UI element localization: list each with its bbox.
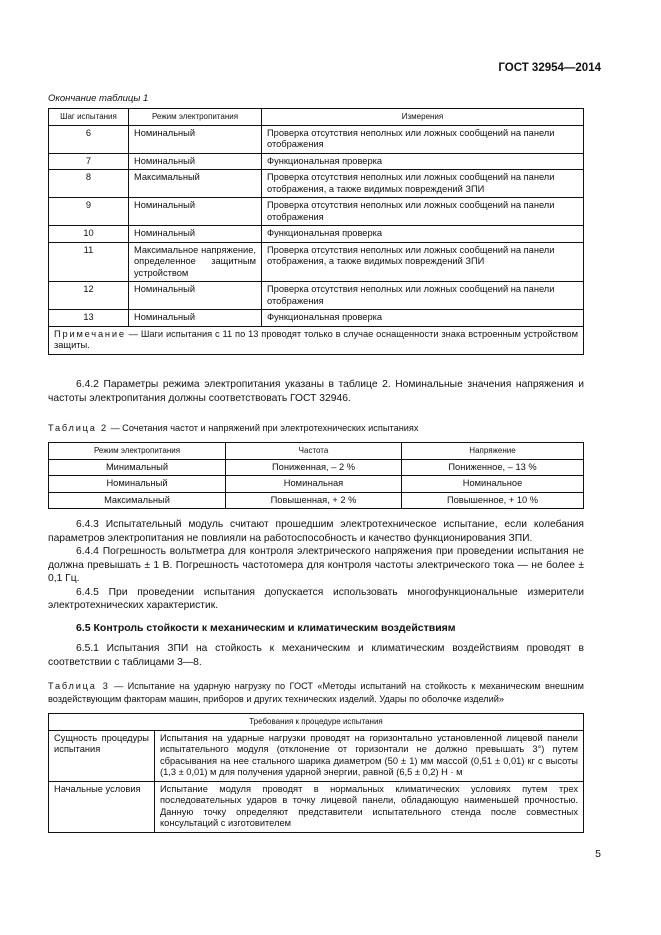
header-requirements: Требования к процедуре испытания [49,714,584,731]
cell-frequency: Пониженная, – 2 % [226,459,402,476]
header-mode: Режим электропитания [49,443,226,460]
cell-mode: Номинальный [129,226,262,243]
cell-mode: Номинальный [129,310,262,327]
cell-measure: Проверка отсутствия неполных или ложных сообщений на панели отображения, а также видимых повреждений ЗПИ [262,170,584,198]
paragraph-6-4-5: 6.4.5 При проведении испытания допускается использовать многофункциональные измерители электротехнических характеристик. [48,586,584,611]
table-row [49,459,584,476]
cell-step: 6 [49,125,129,153]
table-row [49,153,584,170]
cell-label: Сущность процедуры испытания [49,730,155,781]
table3-caption-text: — Испытание на ударную нагрузку по ГОСТ «Методы испытаний на стойкость к механическим внешним воздействующим факторам машин, приборов и других технических изделий. Удары по оболочке изделий» [48,681,584,704]
cell-step: 11 [49,242,129,282]
table3-caption [48,680,584,705]
table1-continuation: Окончание таблицы 1 [48,93,149,104]
table-header-row [49,109,584,126]
table-row [49,282,584,310]
cell-frequency: Повышенная, + 2 % [226,492,402,509]
table-row [49,242,584,282]
cell-measure: Функциональная проверка [262,226,584,243]
table-row [49,730,584,781]
table-row [49,492,584,509]
cell-mode: Номинальный [129,198,262,226]
cell-label: Начальные условия [49,781,155,832]
paragraph-6-4-2 [48,378,584,405]
note-text: — Шаги испытания с 11 по 13 проводят только в случае оснащенности знака встроенным устройством защиты. [54,328,578,350]
header-mode: Режим электропитания [129,109,262,126]
cell-voltage: Повышенное, + 10 % [402,492,584,509]
table3-caption-label: Таблица 3 [48,681,110,691]
table-row [49,125,584,153]
cell-measure: Проверка отсутствия неполных или ложных сообщений на панели отображения [262,125,584,153]
cell-step: 12 [49,282,129,310]
cell-mode: Максимальный [49,492,226,509]
cell-step: 7 [49,153,129,170]
table1-note [49,326,584,354]
table-2 [48,442,584,509]
table2-caption-label: Таблица 2 [48,423,108,433]
cell-text: Испытания на ударные нагрузки проводят на горизонтально установленной лицевой панели испытательного модуля (отклонение от горизонтали не должно превышать 3°) путем сбрасывания на нее стального шарика диаметром (50 ± 1) мм массой (0,51 ± 0,01) кг с высоты (1,3 ± 0,01) м для получения ударной энергии, равной (6,5 ± 0,2) Н · м [155,730,584,781]
cell-mode: Максимальный [129,170,262,198]
header-voltage: Напряжение [402,443,584,460]
section-heading-6-5: 6.5 Контроль стойкости к механическим и климатическим воздействиям [76,622,456,634]
document-code: ГОСТ 32954—2014 [498,62,601,74]
paragraph-6-5-1-text: 6.5.1 Испытания ЗПИ на стойкость к механическим и климатическим воздействиям проводят в соответствии с таблицами 3—8. [48,643,584,668]
cell-measure: Функциональная проверка [262,310,584,327]
cell-frequency: Номинальная [226,476,402,493]
table-1 [48,108,584,355]
paragraph-6-5-1 [48,642,584,669]
paragraphs-6-4-3-to-6-4-5 [48,518,584,613]
table2-caption-text: — Сочетания частот и напряжений при электротехнических испытаниях [107,423,419,433]
cell-mode: Минимальный [49,459,226,476]
paragraph-6-4-2-text: 6.4.2 Параметры режима электропитания указаны в таблице 2. Номинальные значения напряжения и частоты электропитания должны соответствовать ГОСТ 32946. [48,379,584,404]
note-label: Примечание [54,328,126,339]
table-row [49,476,584,493]
cell-mode: Номинальный [129,125,262,153]
table-header-row [49,714,584,731]
cell-mode: Максимальное напряжение, определенное защитным устройством [129,242,262,282]
paragraph-6-4-4: 6.4.4 Погрешность вольтметра для контроля электрического напряжения при проведении испытания не должна превышать ± 1 В. Погрешность частотомера для контроля частоты электрического тока — не более ± 0,1 Гц. [48,546,584,584]
paragraph-6-4-3: 6.4.3 Испытательный модуль считают прошедшим электротехническое испытание, если колебания параметров электропитания не повлияли на работоспособность и качество функционирования ЗПИ. [48,519,584,544]
page-number: 5 [595,848,601,860]
cell-measure: Функциональная проверка [262,153,584,170]
table-row [49,170,584,198]
header-step: Шаг испытания [49,109,129,126]
cell-mode: Номинальный [129,282,262,310]
table-note-row [49,326,584,354]
cell-mode: Номинальный [49,476,226,493]
header-measure: Измерения [262,109,584,126]
table-3 [48,713,584,833]
cell-mode: Номинальный [129,153,262,170]
table-row [49,781,584,832]
table-row [49,226,584,243]
cell-voltage: Номинальное [402,476,584,493]
cell-measure: Проверка отсутствия неполных или ложных сообщений на панели отображения, а также видимых повреждений ЗПИ [262,242,584,282]
table2-caption [48,423,418,433]
cell-step: 13 [49,310,129,327]
cell-measure: Проверка отсутствия неполных или ложных сообщений на панели отображения [262,282,584,310]
cell-measure: Проверка отсутствия неполных или ложных сообщений на панели отображения [262,198,584,226]
cell-step: 9 [49,198,129,226]
cell-step: 10 [49,226,129,243]
table-row [49,198,584,226]
cell-text: Испытание модуля проводят в нормальных климатических условиях путем трех последовательных ударов в точку лицевой панели, обладающую наименьшей прочностью. Данную точку определяют представители испытательного стенда после совместных консультаций с изготовителем [155,781,584,832]
cell-step: 8 [49,170,129,198]
header-frequency: Частота [226,443,402,460]
table-row [49,310,584,327]
cell-voltage: Пониженное, – 13 % [402,459,584,476]
table-header-row [49,443,584,460]
